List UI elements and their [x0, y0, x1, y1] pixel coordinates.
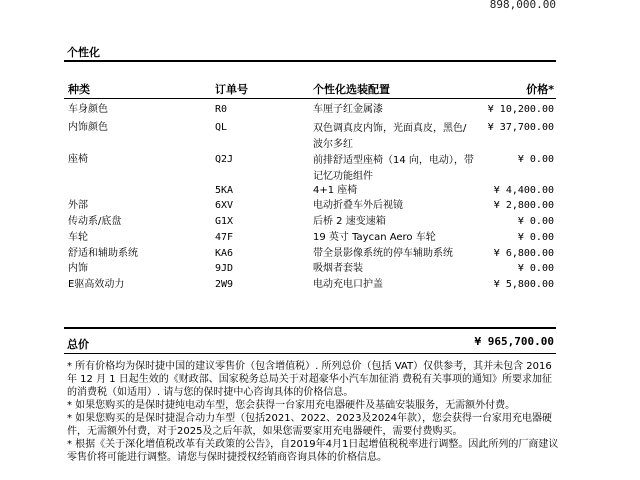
row-category: 车身颜色: [68, 104, 108, 115]
row-price: ¥ 0.00: [517, 154, 554, 165]
row-option: 后桥 2 速变速箱: [313, 216, 386, 227]
row-category: 座椅: [68, 154, 88, 165]
row-code: 6XV: [215, 200, 234, 211]
row-category: E驱高效动力: [68, 279, 125, 290]
row-option: 双色调真皮内饰，光面真皮，黑色/波尔多红: [313, 123, 467, 150]
row-option: 前排舒适型座椅（14 向，电动），带记忆功能组件: [313, 155, 474, 182]
footnote: * 所有价格均为保时捷中国的建议零售价（包含增值税）. 所列总价（包括 VAT）仅供参考，其并未包含 2016 年 12 月 1 日起生效的《财政部、国家税务总局关于对超豪华小汽车加征消 费税有关事项的通知》所要求加征的消费税（如适用）. 请与您的保时捷中心咨询具体的价格信息。: [67, 361, 552, 398]
section-title: 个性化: [67, 46, 100, 59]
row-price: ¥ 10,200.00: [487, 104, 554, 115]
section-divider: [64, 60, 556, 62]
row-price: ¥ 4,400.00: [493, 185, 554, 196]
row-price: ¥ 5,800.00: [493, 279, 554, 290]
table-row: [0, 262, 640, 276]
row-code: 5KA: [215, 185, 234, 196]
row-option: 电动充电口护盖: [313, 279, 383, 290]
row-price: ¥ 37,700.00: [487, 122, 554, 133]
table-row: [0, 121, 640, 150]
row-price: ¥ 0.00: [517, 232, 554, 243]
total-divider: [64, 327, 556, 329]
row-code: KA6: [215, 248, 234, 259]
row-code: 2W9: [215, 279, 234, 290]
total-value: ¥ 965,700.00: [474, 335, 554, 348]
table-row: [0, 278, 640, 292]
footnote: * 根据《关于深化增值税改革有关政策的公告》，自2019年4月1日起增值税税率进行调整。因此所列的厂商建议零售价将可能进行调整。请您与保时捷授权经销商咨询具体的价格信息。: [67, 439, 559, 463]
column-header-code: 订单号: [215, 83, 248, 96]
column-header-price: 价格*: [526, 83, 554, 96]
row-price: ¥ 0.00: [517, 263, 554, 274]
row-code: 47F: [215, 232, 234, 243]
row-code: Q2J: [215, 154, 234, 165]
column-header-option: 个性化选装配置: [313, 83, 390, 96]
row-category: 内饰颜色: [68, 122, 108, 133]
row-category: 外部: [68, 200, 88, 211]
row-category: 车轮: [68, 232, 88, 243]
row-option: 19 英寸 Taycan Aero 车轮: [313, 232, 436, 243]
row-category: 内饰: [68, 263, 88, 274]
table-row: [0, 153, 640, 182]
row-option: 电动折叠车外后视镜: [313, 200, 403, 211]
notes-divider: [64, 353, 556, 354]
row-code: 9JD: [215, 263, 234, 274]
table-row: [0, 199, 640, 213]
header-divider: [64, 98, 556, 99]
footnote: * 如果您购买的是保时捷混合动力车型（包括2021、2022、2023及2024年款），您会获得一台家用充电器硬件，无需额外付费，对于2025及之后年款，如果您需要家用充电器硬件，需要付费购买。: [67, 413, 552, 437]
row-option: 吸烟者套装: [313, 263, 363, 274]
row-code: R0: [215, 104, 228, 115]
previous-total-amount: 898,000.00: [489, 0, 556, 11]
row-price: ¥ 6,800.00: [493, 248, 554, 259]
table-row: [0, 103, 640, 117]
table-row: [0, 215, 640, 229]
row-option: 4+1 座椅: [313, 185, 358, 196]
table-row: [0, 231, 640, 245]
table-row: [0, 184, 640, 198]
row-option: 带全景影像系统的停车辅助系统: [313, 248, 453, 259]
column-header-category: 种类: [68, 83, 90, 96]
footnote: * 如果您购买的是保时捷纯电动车型，您会获得一台家用充电器硬件及基础安装服务，无需额外付费。: [67, 400, 516, 411]
row-price: ¥ 0.00: [517, 216, 554, 227]
footnotes: [67, 360, 559, 464]
total-label: 总价: [67, 338, 89, 351]
row-category: 舒适和辅助系统: [68, 248, 138, 259]
row-price: ¥ 2,800.00: [493, 200, 554, 211]
row-code: QL: [215, 122, 228, 133]
table-row: [0, 247, 640, 261]
row-category: 传动系/底盘: [68, 216, 122, 227]
row-code: G1X: [215, 216, 234, 227]
row-option: 车厘子红金属漆: [313, 104, 383, 115]
